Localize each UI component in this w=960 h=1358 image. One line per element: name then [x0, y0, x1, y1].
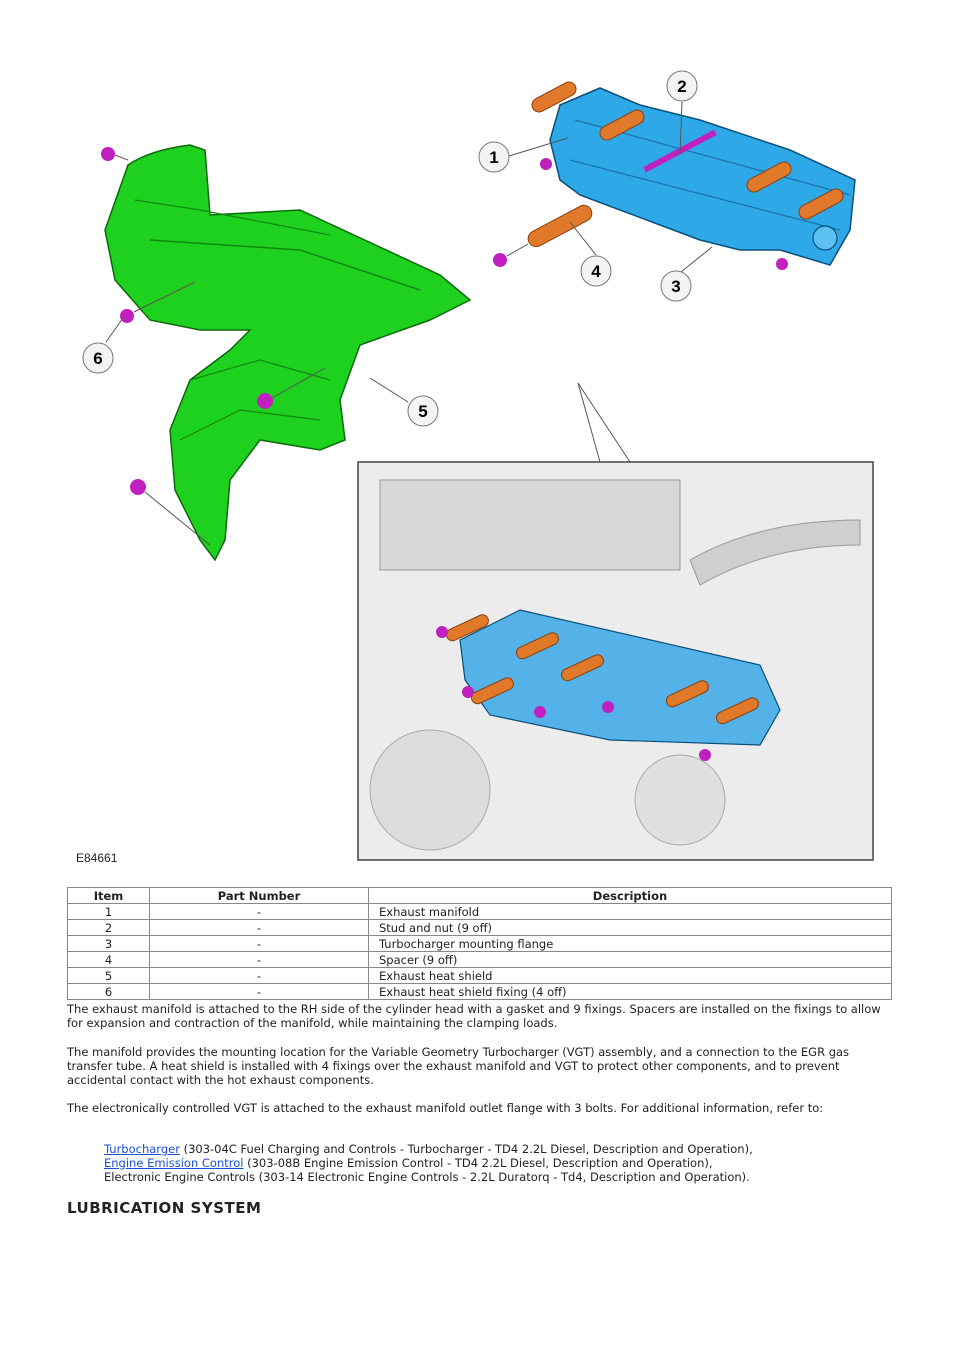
row-part-number: - — [150, 984, 369, 1000]
row-description: Exhaust heat shield fixing (4 off) — [369, 984, 892, 1000]
header-part-number: Part Number — [150, 888, 369, 904]
row-part-number: - — [150, 936, 369, 952]
turbocharger-link[interactable]: Turbocharger — [104, 1142, 180, 1156]
row-item: 6 — [68, 984, 150, 1000]
engine-inset-view — [358, 462, 873, 860]
svg-text:4: 4 — [591, 262, 601, 281]
reference-1-text: (303-04C Fuel Charging and Controls - Turbocharger - TD4 2.2L Diesel, Description and Operation), — [179, 1142, 753, 1156]
table-header-row — [68, 888, 892, 904]
table-row — [68, 936, 892, 952]
paragraph-manifold-attachment: The exhaust manifold is attached to the RH side of the cylinder head with a gasket and 9 fixings. Spacers are installed on the fixings to allow for expansion and contraction of the manifold, while maintaining the clamping loads. — [67, 1002, 881, 1030]
exploded-view-illustration — [60, 55, 900, 870]
row-part-number: - — [150, 904, 369, 920]
row-description: Exhaust heat shield — [369, 968, 892, 984]
paragraph-manifold-mounting: The manifold provides the mounting location for the Variable Geometry Turbocharger (VGT) assembly, and a connection to the EGR gas transfer tube. A heat shield is installed with 4 fixings over the exhaust manifold and VGT to protect other components, and to prevent accidental contact with the hot exhaust components. — [67, 1045, 850, 1087]
row-part-number: - — [150, 952, 369, 968]
exhaust-manifold-drawing — [550, 88, 855, 265]
svg-text:3: 3 — [671, 277, 681, 296]
header-description: Description — [369, 888, 892, 904]
reference-2-text: (303-08B Engine Emission Control - TD4 2.2L Diesel, Description and Operation), — [243, 1156, 713, 1170]
callout-2 — [667, 71, 697, 101]
table-row — [68, 920, 892, 936]
table-row — [68, 984, 892, 1000]
table-row — [68, 904, 892, 920]
row-item: 4 — [68, 952, 150, 968]
row-item: 5 — [68, 968, 150, 984]
row-item: 3 — [68, 936, 150, 952]
callout-3 — [661, 271, 691, 301]
svg-text:6: 6 — [93, 349, 103, 368]
svg-text:1: 1 — [489, 148, 499, 167]
row-part-number: - — [150, 968, 369, 984]
callout-6 — [83, 343, 113, 373]
table-row — [68, 952, 892, 968]
reference-list — [104, 1142, 894, 1184]
row-item: 1 — [68, 904, 150, 920]
row-description: Spacer (9 off) — [369, 952, 892, 968]
engine-emission-control-link[interactable]: Engine Emission Control — [104, 1156, 244, 1170]
row-description: Turbocharger mounting flange — [369, 936, 892, 952]
row-description: Stud and nut (9 off) — [369, 920, 892, 936]
parts-table — [67, 887, 892, 1000]
row-part-number: - — [150, 920, 369, 936]
callout-5 — [408, 396, 438, 426]
figure-id: E84661 — [76, 851, 118, 865]
callout-4 — [581, 256, 611, 286]
table-row — [68, 968, 892, 984]
svg-text:5: 5 — [418, 402, 428, 421]
svg-text:2: 2 — [677, 77, 687, 96]
row-description: Exhaust manifold — [369, 904, 892, 920]
section-heading: LUBRICATION SYSTEM — [67, 1199, 262, 1217]
reference-3-text: Electronic Engine Controls (303-14 Electronic Engine Controls - 2.2L Duratorq - Td4, Description and Operation). — [104, 1170, 750, 1184]
row-item: 2 — [68, 920, 150, 936]
callout-1 — [479, 142, 509, 172]
header-item: Item — [68, 888, 150, 904]
paragraph-vgt: The electronically controlled VGT is attached to the exhaust manifold outlet flange with 3 bolts. For additional information, refer to: — [67, 1101, 824, 1115]
